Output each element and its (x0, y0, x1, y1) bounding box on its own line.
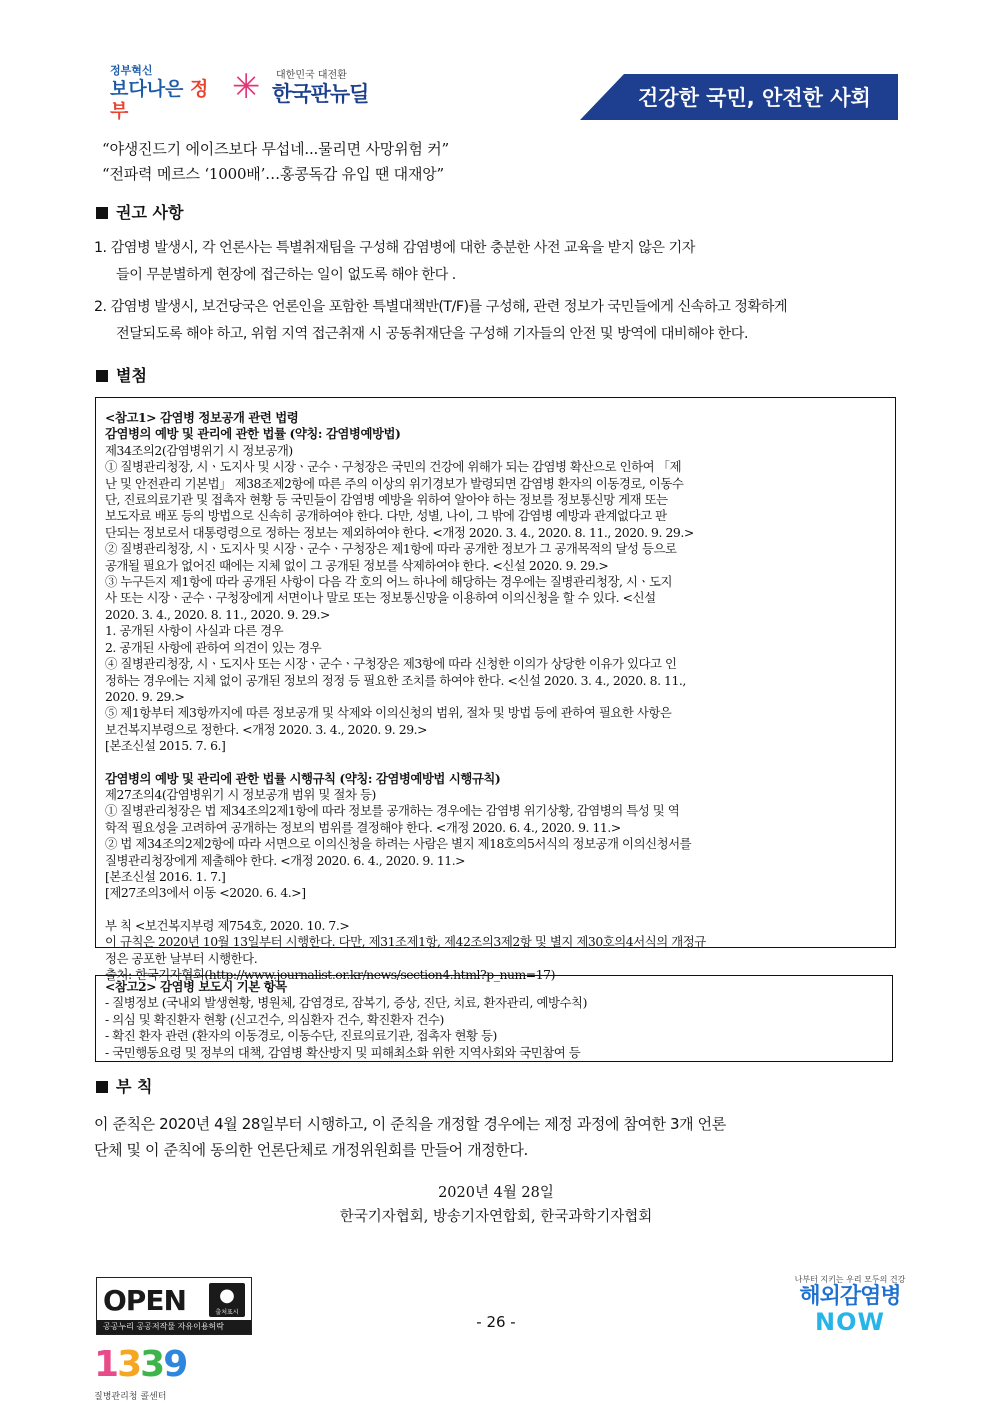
recommend-item-2 (94, 294, 898, 348)
supplementary-text (94, 1111, 900, 1163)
reference-2-line: - 질병정보 (국내외 발생현황, 병원체, 감염경로, 잠복기, 증상, 진단, 치료, 환자관리, 예방수칙) (105, 995, 587, 1011)
reference-1-line: 공개될 필요가 없어진 때에는 지체 없이 그 공개된 정보를 삭제하여야 한다. <신설 2020. 9. 29.> (105, 557, 609, 573)
square-bullet-icon (96, 370, 108, 382)
recommend-item-1-line-1 (94, 235, 898, 262)
c1339-digits (94, 1345, 186, 1385)
c1339-caption: 질병관리청 콜센터 (94, 1392, 167, 1402)
item-number: 2. (94, 299, 107, 315)
header-banner (580, 74, 898, 120)
spacer (105, 755, 891, 771)
supplementary-line-2: 단체 및 이 준칙에 동의한 언론단체로 개정위원회를 만들어 개정한다. (94, 1141, 528, 1159)
kogl-bottom-text: 공공누리 공공저작물 자유이용허락 (97, 1320, 251, 1334)
reference-1-line: ④ 질병관리청장, 시ㆍ도지사 또는 시장ㆍ군수ㆍ구청장은 제3항에 따라 신청한 이의가 상당한 이유가 있다고 인 (105, 656, 677, 672)
reference-2-line: - 의심 및 확진환자 현황 (신고건수, 의심환자 건수, 확진환자 건수) (105, 1011, 444, 1027)
reference-1-line: 2020. 3. 4., 2020. 8. 11., 2020. 9. 29.> (105, 606, 330, 622)
quote-1: “야생진드기 에이즈보다 무섭네...물리면 사망위험 커” (102, 140, 450, 158)
reference-1-line: <참고1> 감염병 정보공개 관련 법령 (105, 410, 299, 425)
reference-1-line: 단, 진료의료기관 및 접촉자 현황 등 국민들이 감염병 예방을 위하여 알아야 하는 정보를 정보통신망 게재 또는 (105, 492, 668, 508)
reference-1-line: ⑤ 제1항부터 제3항까지에 따른 정보공개 및 삭제와 이의신청의 범위, 절차 및 방법 등에 관하여 필요한 사항은 (105, 705, 672, 721)
reference-1-line: 이 규칙은 2020년 10월 13일부터 시행한다. 다만, 제31조제1항, 제42조의3제2항 및 별지 제30호의4서식의 개정규 (105, 934, 706, 950)
logo1-big-b: 정부 (110, 78, 209, 122)
reference-1-line: 부 칙 <보건복지부령 제754호, 2020. 10. 7.> (105, 917, 350, 933)
open-text: OPEN (103, 1284, 186, 1317)
section-supplementary-heading (96, 1076, 152, 1098)
reference-1-line: 2020. 9. 29.> (105, 688, 185, 704)
logo1-big-text (110, 78, 210, 122)
signature-date: 2020년 4월 28일 (438, 1185, 554, 1201)
appendix-title: 별첨 (116, 366, 147, 385)
reference-1-line: ② 법 제34조의2제2항에 따라 서면으로 이의신청을 하려는 사람은 별지 제18호의5서식의 정보공개 이의신청서를 (105, 836, 692, 852)
reference-1-line: [본조신설 2016. 1. 7.] (105, 868, 226, 884)
c1339-digit: 3 (117, 1344, 141, 1385)
section-recommend-heading (96, 202, 183, 224)
reference-1-line: 2. 공개된 사항에 관하여 의견이 있는 경우 (105, 639, 322, 655)
spacer (105, 902, 891, 918)
reference-1-line: 감염병의 예방 및 관리에 관한 법률 (약칭: 감염병예방법) (105, 426, 401, 442)
signature-orgs: 한국기자협회, 방송기자연합회, 한국과학기자협회 (339, 1209, 653, 1225)
reference-1-line: ① 질병관리청장은 법 제34조의2제1항에 따라 정보를 공개하는 경우에는 감염병 위기상황, 감염병의 특성 및 역 (105, 803, 680, 819)
reference-1-line: 1. 공개된 사항이 사실과 다른 경우 (105, 623, 284, 639)
reference-1-line: 보도자료 배포 등의 방법으로 신속히 공개하여야 한다. 다만, 성별, 나이, 그 밖에 감염병 예방과 관계없다고 판 (105, 508, 667, 524)
new-deal-mark-icon: ✳ (232, 67, 261, 107)
banner-text: 건강한 국민, 안전한 사회 (638, 86, 871, 110)
overseas-infection-now-logo (790, 1274, 910, 1344)
reference-1-line: 출처: 한국기자협회(http://www.journalist.or.kr/news/section4.html?p_num=17) (105, 967, 555, 982)
item-text: 감염병 발생시, 각 언론사는 특별취재팀을 구성해 감염병에 대한 충분한 사전 교육을 받지 않은 기자 (110, 240, 695, 256)
reference-2-box (95, 975, 893, 1062)
reference-1-content (105, 410, 891, 983)
reference-1-line: [제27조의3에서 이동 <2020. 6. 4.>] (105, 885, 306, 901)
reference-2-line: - 국민행동요령 및 정부의 대책, 감염병 확산방지 및 피해최소화 위한 지역사회와 국민참여 등 (105, 1044, 581, 1060)
reference-1-line: ① 질병관리청장, 시ㆍ도지사 및 시장ㆍ군수ㆍ구청장은 국민의 건강에 위해가 되는 감염병 확산으로 인하여 「제 (105, 459, 682, 475)
reference-1-line: 학적 필요성을 고려하여 공개하는 정보의 범위를 결정해야 한다. <개정 2020. 6. 4., 2020. 9. 11.> (105, 819, 621, 835)
item-text: 감염병 발생시, 보건당국은 언론인을 포함한 특별대책반(T/F)를 구성해, 관련 정보가 국민들에게 신속하고 정확하게 (110, 299, 788, 315)
reference-2-content (105, 979, 891, 1061)
reference-1-line: 정하는 경우에는 지체 없이 공개된 정보의 정정 등 필요한 조치를 하여야 한다. <신설 2020. 3. 4., 2020. 8. 11., (105, 672, 686, 688)
reference-1-line: 감염병의 예방 및 관리에 관한 법률 시행규칙 (약칭: 감염병예방법 시행규칙) (105, 770, 501, 786)
recommend-item-1-line-2: 들이 무분별하게 현장에 접근하는 일이 없도록 해야 한다 . (116, 267, 456, 283)
attribution-caption: 출처표시 (215, 1309, 239, 1316)
overseas-big-text: 해외감염병 (799, 1284, 901, 1309)
reference-1-box (95, 397, 896, 982)
logo1-small-text: 정부혁신 (110, 64, 153, 77)
square-bullet-icon (96, 1081, 108, 1093)
recommend-item-1 (94, 235, 898, 289)
kdca-1339-logo (92, 1345, 202, 1403)
reference-1-line: 제27조의4(감염병위기 시 정보공개 범위 및 절차 등) (105, 786, 376, 802)
recommend-title: 권고 사항 (116, 203, 184, 222)
logo2-big-text: 한국판뉴딜 (272, 82, 369, 106)
reference-1-line: 질병관리청장에게 제출해야 한다. <개정 2020. 6. 4., 2020. 9. 11.> (105, 852, 466, 868)
reference-1-line: 단되는 정보로서 대통령령으로 정하는 정보는 제외하여야 한다. <개정 2020. 3. 4., 2020. 8. 11., 2020. 9. 29.> (105, 524, 694, 540)
section-appendix-heading (96, 365, 147, 387)
supplementary-title: 부 칙 (116, 1077, 153, 1096)
logo2-small-text: 대한민국 대전환 (276, 70, 347, 81)
reference-1-line: [본조신설 2015. 7. 6.] (105, 738, 226, 754)
reference-1-line: 보건복지부령으로 정한다. <개정 2020. 3. 4., 2020. 9. 29.> (105, 721, 428, 737)
reference-2-line: - 확진 환자 관련 (환자의 이동경로, 이동수단, 진료의료기관, 접촉자 현황 등) (105, 1028, 497, 1044)
reference-1-line: 제34조의2(감염병위기 시 정보공개) (105, 442, 293, 458)
supplementary-line-1: 이 준칙은 2020년 4월 28일부터 시행하고, 이 준칙을 개정할 경우에는 제정 과정에 참여한 3개 언론 (94, 1115, 726, 1133)
gov-innovation-logo (110, 62, 210, 122)
c1339-digit: 1 (94, 1344, 118, 1385)
reference-1-line: ② 질병관리청장, 시ㆍ도지사 및 시장ㆍ군수ㆍ구청장은 제1항에 따라 공개한 정보가 그 공개목적의 달성 등으로 (105, 541, 677, 557)
item-number: 1. (94, 240, 107, 256)
reference-1-line: 난 및 안전관리 기본법」 제38조제2항에 따른 주의 이상의 위기경보가 발령되면 감염병 환자의 이동경로, 이동수 (105, 475, 684, 491)
overseas-small-text: 나부터 지키는 우리 모두의 건강 (794, 1275, 906, 1284)
attribution-person-icon: ● 출처표시 (209, 1283, 245, 1317)
reference-1-line: 사 또는 시장ㆍ군수ㆍ구청장에게 서면이나 말로 또는 정보통신망을 이용하여 이의신청을 할 수 있다. <신설 (105, 590, 656, 606)
logo1-big-a: 보다나은 (110, 78, 191, 100)
recommend-item-2-line-2: 전달되도록 해야 하고, 위험 지역 접근취재 시 공동취재단을 구성해 기자들의 안전 및 방역에 대비해야 한다. (116, 326, 748, 342)
reference-2-line: <참고2> 감염병 보도시 기본 항목 (105, 979, 287, 994)
reference-1-line: ③ 누구든지 제1항에 따라 공개된 사항이 다음 각 호의 어느 하나에 해당하는 경우에는 질병관리청장, 시ㆍ도지 (105, 574, 673, 590)
reference-1-line: 정은 공포한 날부터 시행한다. (105, 950, 258, 966)
c1339-digit: 3 (140, 1344, 164, 1385)
overseas-now-text: NOW (815, 1308, 885, 1336)
square-bullet-icon (96, 207, 108, 219)
recommend-item-2-line-1 (94, 294, 898, 321)
quote-2: “전파력 메르스 ‘1000배’…홍콩독감 유입 땐 대재앙” (102, 165, 445, 183)
korean-new-deal-logo (232, 66, 372, 110)
c1339-digit: 9 (163, 1344, 187, 1385)
page-number: - 26 - (476, 1313, 516, 1331)
